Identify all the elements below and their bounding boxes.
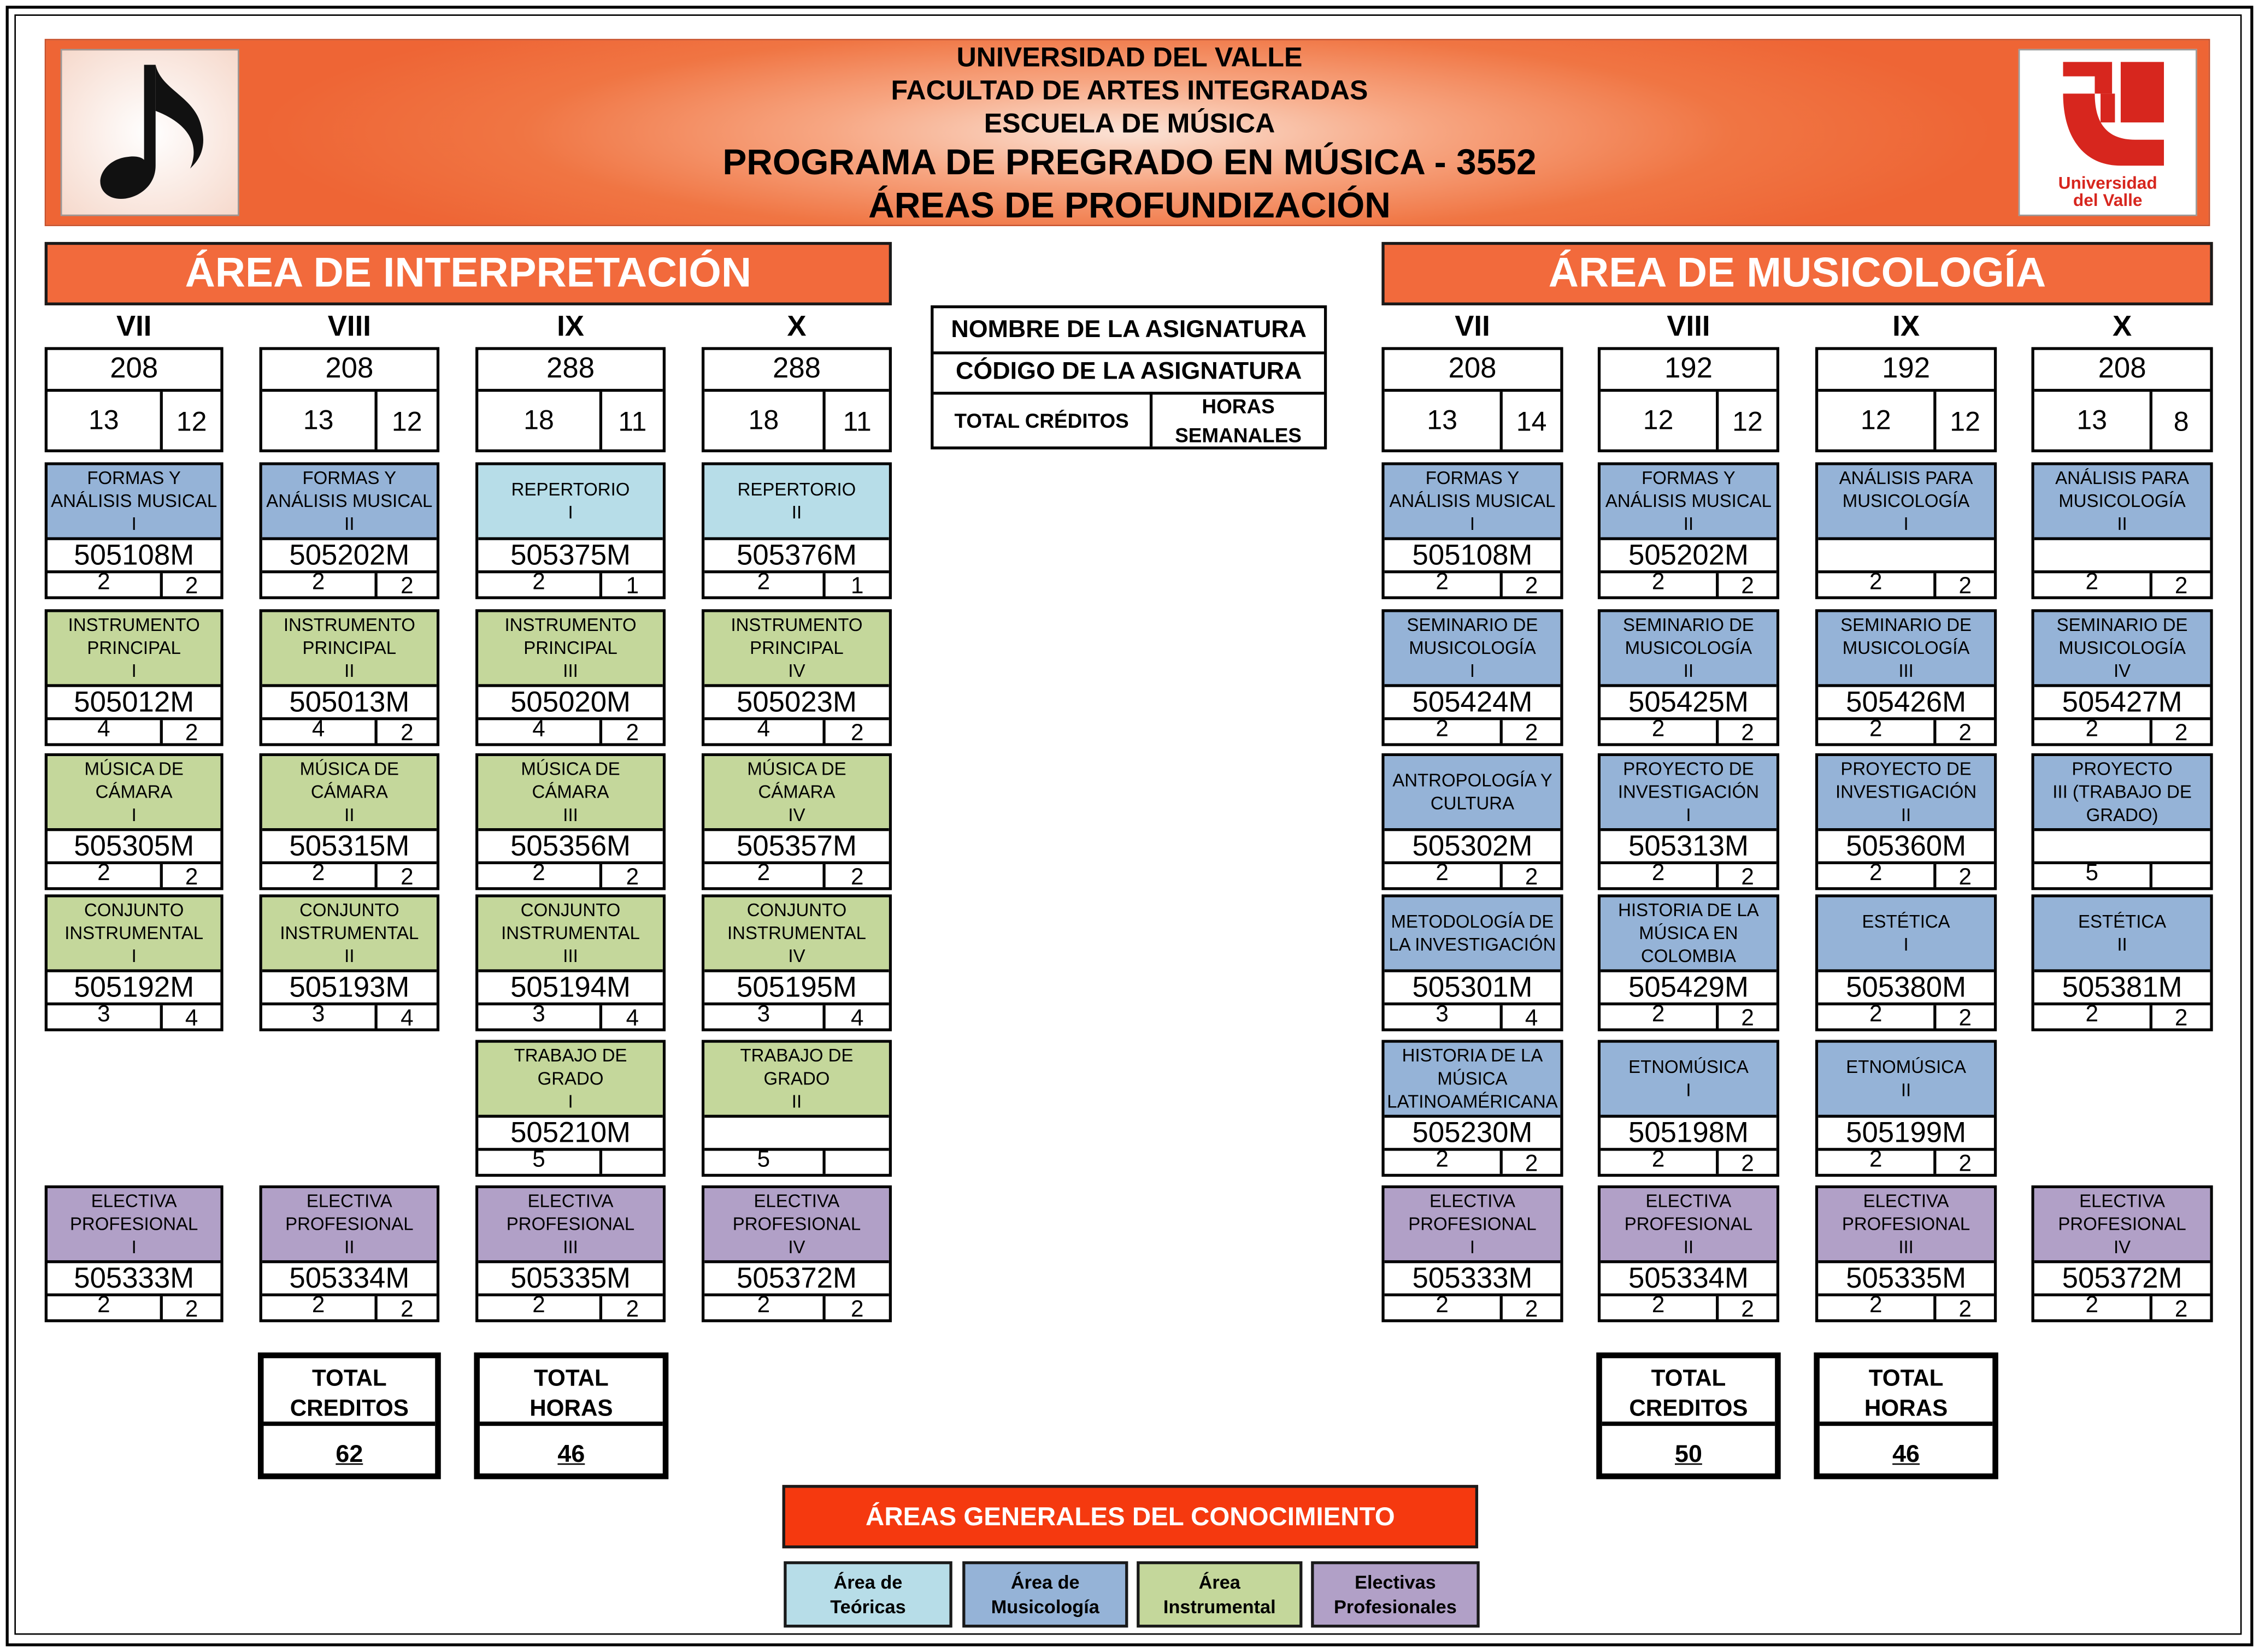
course-card [1815, 1040, 1997, 1177]
course-code: 505108M [1385, 540, 1561, 574]
course-hours: 2 [2174, 1006, 2188, 1031]
course-card [702, 894, 892, 1031]
course-hours: 2 [850, 865, 864, 890]
course-card [1815, 753, 1997, 890]
course-name: ELECTIVA PROFESIONAL IV [704, 1188, 889, 1263]
course-hours: 4 [626, 1006, 639, 1031]
total-label: TOTAL CREDITOS [263, 1358, 435, 1426]
course-code: 505230M [1385, 1118, 1561, 1151]
course-name: METODOLOGÍA DE LA INVESTIGACIÓN [1385, 898, 1561, 972]
course-credits: 2 [1601, 1151, 1719, 1174]
area-interpretacion-title: ÁREA DE INTERPRETACIÓN [45, 242, 892, 305]
course-code: 505013M [262, 687, 437, 721]
course-credits: 2 [2034, 1005, 2152, 1028]
course-name: ELECTIVA PROFESIONAL III [478, 1188, 662, 1263]
interpretacion-semester-summary [260, 347, 440, 452]
course-code: 505199M [1818, 1118, 1994, 1151]
course-card [475, 753, 666, 890]
course-name: MÚSICA DE CÁMARA III [478, 756, 662, 831]
course-name: SEMINARIO DE MUSICOLOGÍA III [1818, 612, 1994, 687]
course-card [1598, 894, 1779, 1031]
course-code [2034, 831, 2210, 864]
musicologia-semester-summary [2031, 347, 2213, 452]
course-credits: 4 [262, 720, 378, 743]
course-hours: 2 [1525, 1297, 1538, 1323]
course-code: 505425M [1601, 687, 1776, 721]
course-code: 505202M [1601, 540, 1776, 574]
course-name: INSTRUMENTO PRINCIPAL II [262, 612, 437, 687]
course-hours: 2 [401, 721, 414, 746]
course-hours: 2 [1958, 1297, 1972, 1323]
course-hours: 2 [1958, 574, 1972, 599]
course-card [260, 462, 440, 599]
header-faculty: FACULTAD DE ARTES INTEGRADAS [891, 76, 1368, 107]
semester-weekly: 12 [176, 408, 207, 438]
course-credits: 2 [262, 864, 378, 887]
course-code: 505198M [1601, 1118, 1776, 1151]
course-card [1598, 609, 1779, 746]
course-code: 505202M [262, 540, 437, 574]
course-code [704, 1118, 889, 1151]
course-card [475, 609, 666, 746]
semester-credits: 13 [2034, 392, 2152, 449]
course-name: ELECTIVA PROFESIONAL I [48, 1188, 220, 1263]
interpretacion-semester-summary [475, 347, 666, 452]
course-credits: 3 [48, 1005, 163, 1028]
course-hours: 2 [1741, 721, 1754, 746]
legend-codigo: CÓDIGO DE LA ASIGNATURA [933, 351, 1323, 394]
course-card [1381, 462, 1563, 599]
semester-hours: 208 [2034, 350, 2210, 392]
mus-total-horas [1814, 1353, 1998, 1479]
course-hours [826, 1151, 889, 1174]
course-credits: 2 [1818, 864, 1936, 887]
course-hours: 2 [1958, 1152, 1972, 1177]
course-card [260, 609, 440, 746]
course-card [1381, 753, 1563, 890]
semester-hours: 192 [1601, 350, 1776, 392]
course-card [475, 894, 666, 1031]
course-card [45, 609, 223, 746]
musicologia-semester-summary [1598, 347, 1779, 452]
course-code: 505376M [704, 540, 889, 574]
course-card [702, 753, 892, 890]
semester-weekly: 12 [1950, 408, 1981, 438]
interp-total-horas [474, 1353, 668, 1479]
course-credits: 2 [704, 1296, 825, 1319]
course-name: REPERTORIO I [478, 465, 662, 540]
mus-total-creditos [1596, 1353, 1780, 1479]
course-name: FORMAS Y ANÁLISIS MUSICAL II [1601, 465, 1776, 540]
course-name: ESTÉTICA I [1818, 898, 1994, 972]
course-credits: 2 [1601, 573, 1719, 596]
course-code: 505426M [1818, 687, 1994, 721]
logo-text: Universidad del Valle [2058, 173, 2157, 210]
course-code [2034, 540, 2210, 574]
total-value: 50 [1675, 1440, 1702, 1468]
course-card [2031, 609, 2213, 746]
legend-nombre: NOMBRE DE LA ASIGNATURA [933, 308, 1323, 354]
course-card [702, 1185, 892, 1322]
course-name: ANÁLISIS PARA MUSICOLOGÍA II [2034, 465, 2210, 540]
course-name: HISTORIA DE LA MÚSICA LATINOAMÉRICANA [1385, 1043, 1561, 1118]
course-card [1598, 1185, 1779, 1322]
course-card [1598, 1040, 1779, 1177]
course-credits: 2 [48, 573, 163, 596]
course-hours: 2 [185, 721, 198, 746]
course-hours: 2 [1958, 1006, 1972, 1031]
course-card [475, 1040, 666, 1177]
course-hours: 2 [626, 865, 639, 890]
course-code: 505424M [1385, 687, 1561, 721]
course-card [45, 894, 223, 1031]
course-name: SEMINARIO DE MUSICOLOGÍA II [1601, 612, 1776, 687]
semester-hours: 288 [704, 350, 889, 392]
legend-horas: HORAS SEMANALES [1175, 394, 1302, 447]
course-card [1815, 609, 1997, 746]
course-hours: 2 [1525, 865, 1538, 890]
course-credits: 2 [478, 573, 602, 596]
course-credits: 2 [48, 1296, 163, 1319]
course-hours: 2 [1741, 1297, 1754, 1323]
total-label: TOTAL HORAS [480, 1358, 663, 1426]
course-credits: 2 [48, 864, 163, 887]
course-card [1381, 1040, 1563, 1177]
key-musicologia: Área de Musicología [962, 1561, 1128, 1627]
legend-creditos: TOTAL CRÉDITOS [933, 392, 1152, 446]
course-hours: 1 [626, 574, 639, 599]
course-name: MÚSICA DE CÁMARA I [48, 756, 220, 831]
semester-weekly: 14 [1516, 408, 1547, 438]
course-card [1598, 753, 1779, 890]
semester-credits: 18 [704, 392, 825, 449]
course-code: 505372M [704, 1263, 889, 1296]
course-credits: 2 [1818, 573, 1936, 596]
musicologia-semester-label: VIII [1667, 311, 1710, 343]
course-credits: 3 [262, 1005, 378, 1028]
course-code: 505372M [2034, 1263, 2210, 1296]
course-card [1815, 462, 1997, 599]
course-name: CONJUNTO INSTRUMENTAL III [478, 898, 662, 972]
course-name: REPERTORIO II [704, 465, 889, 540]
interpretacion-semester-label: IX [557, 311, 584, 343]
course-credits: 2 [1385, 573, 1503, 596]
course-code: 505108M [48, 540, 220, 574]
course-code: 505012M [48, 687, 220, 721]
semester-weekly: 11 [618, 408, 647, 438]
course-credits: 2 [1385, 1151, 1503, 1174]
course-card [260, 894, 440, 1031]
course-hours: 2 [626, 721, 639, 746]
course-hours: 2 [401, 865, 414, 890]
course-credits: 2 [1385, 720, 1503, 743]
course-hours: 4 [401, 1006, 414, 1031]
course-code: 505020M [478, 687, 662, 721]
course-credits: 5 [2034, 864, 2152, 887]
course-card [2031, 894, 2213, 1031]
semester-weekly: 11 [843, 408, 872, 438]
semester-hours: 208 [262, 350, 437, 392]
course-name: ESTÉTICA II [2034, 898, 2210, 972]
course-hours: 2 [185, 1297, 198, 1323]
course-code: 505334M [262, 1263, 437, 1296]
course-name: SEMINARIO DE MUSICOLOGÍA I [1385, 612, 1561, 687]
course-card [2031, 1185, 2213, 1322]
course-credits: 2 [478, 1296, 602, 1319]
course-name: ANÁLISIS PARA MUSICOLOGÍA I [1818, 465, 1994, 540]
course-code: 505360M [1818, 831, 1994, 864]
semester-credits: 13 [48, 392, 163, 449]
course-card [1381, 1185, 1563, 1322]
course-name: ELECTIVA PROFESIONAL IV [2034, 1188, 2210, 1263]
total-value: 62 [336, 1440, 363, 1468]
course-hours: 4 [850, 1006, 864, 1031]
course-code: 505381M [2034, 972, 2210, 1006]
course-hours: 2 [626, 1297, 639, 1323]
course-credits: 2 [1601, 1005, 1719, 1028]
course-card [45, 462, 223, 599]
key-instrumental: Área Instrumental [1137, 1561, 1302, 1627]
course-card [702, 609, 892, 746]
header-school: ESCUELA DE MÚSICA [984, 109, 1275, 140]
semester-credits: 13 [1385, 392, 1503, 449]
course-credits: 2 [1385, 1296, 1503, 1319]
interpretacion-semester-summary [45, 347, 223, 452]
interpretacion-semester-label: X [787, 311, 807, 343]
semester-hours: 288 [478, 350, 662, 392]
interpretacion-semester-summary [702, 347, 892, 452]
course-code: 505315M [262, 831, 437, 864]
key-teoricas: Área de Teóricas [784, 1561, 952, 1627]
course-name: INSTRUMENTO PRINCIPAL IV [704, 612, 889, 687]
course-credits: 3 [478, 1005, 602, 1028]
course-credits: 2 [262, 1296, 378, 1319]
course-hours: 4 [185, 1006, 198, 1031]
course-name: ELECTIVA PROFESIONAL III [1818, 1188, 1994, 1263]
course-code: 505023M [704, 687, 889, 721]
course-name: ELECTIVA PROFESIONAL II [1601, 1188, 1776, 1263]
semester-credits: 13 [262, 392, 378, 449]
course-name: PROYECTO DE INVESTIGACIÓN II [1818, 756, 1994, 831]
course-code: 505334M [1601, 1263, 1776, 1296]
course-name: TRABAJO DE GRADO I [478, 1043, 662, 1118]
course-code: 505429M [1601, 972, 1776, 1006]
course-hours: 2 [1525, 721, 1538, 746]
interp-total-creditos [258, 1353, 441, 1479]
course-hours [602, 1151, 663, 1174]
total-label: TOTAL CREDITOS [1602, 1358, 1775, 1426]
course-credits: 2 [1385, 864, 1503, 887]
areas-generales-title: ÁREAS GENERALES DEL CONOCIMIENTO [783, 1485, 1478, 1548]
course-hours: 2 [401, 1297, 414, 1323]
course-card [1598, 462, 1779, 599]
course-name: ELECTIVA PROFESIONAL I [1385, 1188, 1561, 1263]
course-credits: 2 [1818, 1005, 1936, 1028]
musicologia-semester-label: X [2112, 311, 2132, 343]
course-name: ETNOMÚSICA II [1818, 1043, 1994, 1118]
header-program: PROGRAMA DE PREGRADO EN MÚSICA - 3552 [722, 143, 1537, 183]
total-value: 46 [1892, 1440, 1920, 1468]
semester-weekly: 12 [391, 408, 422, 438]
course-card [1381, 894, 1563, 1031]
course-code: 505335M [1818, 1263, 1994, 1296]
course-name: MÚSICA DE CÁMARA IV [704, 756, 889, 831]
course-name: SEMINARIO DE MUSICOLOGÍA IV [2034, 612, 2210, 687]
semester-weekly: 12 [1732, 408, 1763, 438]
course-name: ELECTIVA PROFESIONAL II [262, 1188, 437, 1263]
course-credits: 4 [48, 720, 163, 743]
course-card [1815, 1185, 1997, 1322]
semester-hours: 208 [48, 350, 220, 392]
musicologia-semester-label: IX [1892, 311, 1920, 343]
course-credits: 2 [704, 573, 825, 596]
course-hours: 2 [1958, 721, 1972, 746]
course-credits: 2 [1601, 720, 1719, 743]
course-credits: 2 [704, 864, 825, 887]
course-name: FORMAS Y ANÁLISIS MUSICAL I [48, 465, 220, 540]
course-name: CONJUNTO INSTRUMENTAL II [262, 898, 437, 972]
interpretacion-semester-label: VIII [327, 311, 371, 343]
course-card [702, 1040, 892, 1177]
course-code: 505305M [48, 831, 220, 864]
course-code: 505192M [48, 972, 220, 1006]
course-card [475, 1185, 666, 1322]
course-code: 505302M [1385, 831, 1561, 864]
course-name: PROYECTO DE INVESTIGACIÓN I [1601, 756, 1776, 831]
course-code: 505375M [478, 540, 662, 574]
semester-credits: 12 [1601, 392, 1719, 449]
course-code: 505195M [704, 972, 889, 1006]
course-hours: 2 [1741, 1152, 1754, 1177]
course-code: 505380M [1818, 972, 1994, 1006]
key-electivas: Electivas Profesionales [1311, 1561, 1479, 1627]
course-credits: 2 [262, 573, 378, 596]
course-credits: 3 [704, 1005, 825, 1028]
course-name: MÚSICA DE CÁMARA II [262, 756, 437, 831]
course-credits: 4 [704, 720, 825, 743]
course-card [1815, 894, 1997, 1031]
course-hours: 2 [2174, 574, 2188, 599]
course-name: INSTRUMENTO PRINCIPAL III [478, 612, 662, 687]
course-code: 505333M [1385, 1263, 1561, 1296]
course-name: INSTRUMENTO PRINCIPAL I [48, 612, 220, 687]
course-hours: 2 [1525, 574, 1538, 599]
course-card [2031, 753, 2213, 890]
course-name: TRABAJO DE GRADO II [704, 1043, 889, 1118]
course-hours: 2 [850, 721, 864, 746]
total-value: 46 [557, 1440, 585, 1468]
course-name: HISTORIA DE LA MÚSICA EN COLOMBIA [1601, 898, 1776, 972]
course-hours: 2 [1525, 1152, 1538, 1177]
course-code: 505313M [1601, 831, 1776, 864]
course-name: PROYECTO III (TRABAJO DE GRADO) [2034, 756, 2210, 831]
course-code: 505194M [478, 972, 662, 1006]
course-card [260, 753, 440, 890]
course-card [702, 462, 892, 599]
semester-hours: 208 [1385, 350, 1561, 392]
course-card [1381, 609, 1563, 746]
course-hours: 2 [2174, 1297, 2188, 1323]
course-credits: 2 [1818, 720, 1936, 743]
semester-weekly: 8 [2173, 408, 2189, 438]
course-hours: 2 [1741, 1006, 1754, 1031]
interpretacion-semester-label: VII [116, 311, 152, 343]
course-credits: 2 [1601, 864, 1719, 887]
course-credits: 2 [2034, 573, 2152, 596]
semester-hours: 192 [1818, 350, 1994, 392]
course-code: 505193M [262, 972, 437, 1006]
course-code: 505333M [48, 1263, 220, 1296]
course-hours: 2 [1958, 865, 1972, 890]
semester-credits: 18 [478, 392, 602, 449]
course-hours: 2 [185, 865, 198, 890]
course-code [1818, 540, 1994, 574]
course-credits: 4 [478, 720, 602, 743]
cell-legend [931, 305, 1327, 450]
course-name: ANTROPOLOGÍA Y CULTURA [1385, 756, 1561, 831]
course-credits: 3 [1385, 1005, 1503, 1028]
course-name: CONJUNTO INSTRUMENTAL I [48, 898, 220, 972]
course-card [45, 1185, 223, 1322]
musicologia-semester-summary [1815, 347, 1997, 452]
course-name: CONJUNTO INSTRUMENTAL IV [704, 898, 889, 972]
header-university: UNIVERSIDAD DEL VALLE [956, 43, 1303, 74]
course-card [2031, 462, 2213, 599]
course-code: 505357M [704, 831, 889, 864]
total-label: TOTAL HORAS [1820, 1358, 1992, 1426]
course-card [260, 1185, 440, 1322]
course-name: FORMAS Y ANÁLISIS MUSICAL I [1385, 465, 1561, 540]
course-name: FORMAS Y ANÁLISIS MUSICAL II [262, 465, 437, 540]
course-card [475, 462, 666, 599]
course-hours: 2 [2174, 721, 2188, 746]
course-hours: 1 [850, 574, 864, 599]
course-hours [2152, 864, 2210, 887]
course-hours: 2 [850, 1297, 864, 1323]
course-credits: 2 [2034, 720, 2152, 743]
course-code: 505210M [478, 1118, 662, 1151]
course-credits: 2 [1818, 1296, 1936, 1319]
semester-credits: 12 [1818, 392, 1936, 449]
course-hours: 4 [1525, 1006, 1538, 1031]
course-code: 505301M [1385, 972, 1561, 1006]
header-subtitle: ÁREAS DE PROFUNDIZACIÓN [868, 186, 1391, 226]
course-credits: 2 [1818, 1151, 1936, 1174]
course-code: 505427M [2034, 687, 2210, 721]
musicologia-semester-summary [1381, 347, 1563, 452]
course-code: 505356M [478, 831, 662, 864]
course-credits: 2 [1601, 1296, 1719, 1319]
course-name: ETNOMÚSICA I [1601, 1043, 1776, 1118]
course-credits: 5 [704, 1151, 825, 1174]
course-code: 505335M [478, 1263, 662, 1296]
course-hours: 2 [1741, 574, 1754, 599]
course-hours: 2 [185, 574, 198, 599]
course-hours: 2 [401, 574, 414, 599]
musicologia-semester-label: VII [1455, 311, 1490, 343]
course-credits: 5 [478, 1151, 602, 1174]
course-card [45, 753, 223, 890]
area-musicologia-title: ÁREA DE MUSICOLOGÍA [1381, 242, 2213, 305]
course-hours: 2 [1741, 865, 1754, 890]
course-credits: 2 [2034, 1296, 2152, 1319]
course-credits: 2 [478, 864, 602, 887]
